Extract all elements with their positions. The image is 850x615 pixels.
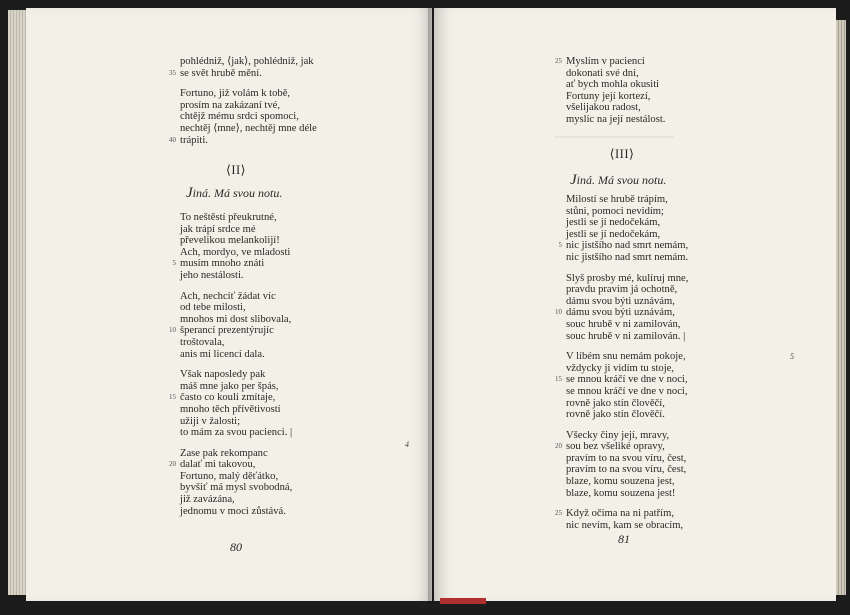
verse-text: stůni, pomoci nevidím; <box>566 205 664 217</box>
verse-text: dámu svou býti uznávám, <box>566 307 675 319</box>
verse-text: jeho nestálosti. <box>180 269 244 281</box>
verse-line <box>566 520 688 532</box>
verse-line <box>555 508 688 520</box>
verse-line <box>180 111 317 123</box>
verse-line <box>180 349 292 361</box>
verse-line <box>180 247 292 259</box>
verse-text: souc hrubě v ni zamilován, <box>566 318 681 330</box>
verse-line <box>169 67 317 80</box>
verse-line <box>180 427 292 439</box>
verse-text: jak trápí srdce mé <box>180 223 256 235</box>
verse-text: nic jistšího nad smrt nemám. <box>566 251 689 263</box>
stanza-gap <box>180 282 292 291</box>
poem-heading <box>186 185 282 202</box>
verse-line <box>180 235 292 247</box>
section-number: ⟨III⟩ <box>609 147 635 161</box>
verse-line <box>169 459 292 471</box>
verse-text: trápiti. <box>180 134 208 146</box>
verse-text: Myslím v pacienci <box>566 56 645 67</box>
margin-note: 5 <box>790 352 794 361</box>
verse-text: prosím na zakázaní tvé, <box>180 99 281 111</box>
verse-line <box>566 296 688 308</box>
verse-line <box>566 229 688 241</box>
verse-text: se mnou kráčí ve dne v noci, <box>566 385 688 397</box>
verse-text: užiji v žalosti; <box>180 415 241 427</box>
verse-text: pravdu pravím já ochotně, <box>566 284 678 296</box>
verse-line <box>180 291 292 303</box>
stanza-gap <box>566 421 688 430</box>
verse-text: mnohos mi dost slibovala, <box>180 313 292 325</box>
verse-line <box>180 471 292 483</box>
verse-text: pohlédniž, ⟨jak⟩, pohlédniž, jak <box>180 56 314 67</box>
verse-line <box>566 351 688 363</box>
verse-text: souc hrubě v ni zamilován. | <box>566 330 686 342</box>
verse-line <box>566 430 688 442</box>
verse-text: Však naposledy pak <box>180 369 266 381</box>
verse-line <box>566 217 688 229</box>
verse-line <box>566 79 665 91</box>
verse-text: nechtěj ⟨mne⟩, nechtěj mne déle <box>180 122 317 134</box>
verse-text: často co kouli zmítaje, <box>180 392 276 404</box>
heading-text: iná. Má svou notu. <box>192 186 283 200</box>
verse-text: sou bez všeliké opravy, <box>566 441 665 453</box>
stanza-gap <box>180 439 292 448</box>
verse-text: to mám za svou pacienci. | <box>180 427 293 439</box>
verse-text: Zase pak rekompanc <box>180 447 268 459</box>
verse-line <box>555 307 688 319</box>
verse-text: se mnou kráčí ve dne v noci, <box>566 374 688 386</box>
stanza-gap <box>180 79 317 88</box>
left-top-stanzas <box>169 56 317 146</box>
heading-text: iná. Má svou notu. <box>576 173 667 187</box>
line-number: 35 <box>169 68 176 77</box>
verse-text: blaze, komu souzena jest, <box>566 476 675 488</box>
page-edges-right <box>836 20 846 595</box>
verse-text: Fortuno, malý děťátko, <box>180 470 279 482</box>
heading-initial: J <box>186 185 193 201</box>
verse-line <box>566 476 688 488</box>
verse-text: pravím to na svou víru, čest, <box>566 452 687 464</box>
verse-line <box>180 404 292 416</box>
verse-line <box>566 409 688 421</box>
verse-line <box>566 273 688 285</box>
right-page <box>434 8 836 601</box>
stanza-gap <box>180 360 292 369</box>
verse-line <box>566 386 688 398</box>
line-number: 15 <box>555 375 562 384</box>
line-number: 5 <box>172 259 176 268</box>
verse-text: To neštěstí přeukrutné, <box>180 212 277 223</box>
verse-text: vždycky ji vidím tu stoje, <box>566 362 674 374</box>
verse-line <box>566 68 665 80</box>
verse-text: nic nevím, kam se obracím, <box>566 519 684 531</box>
verse-line <box>180 100 317 112</box>
verse-line <box>566 91 665 103</box>
verse-text: převelikou melankolijí! <box>180 235 280 247</box>
verse-line <box>169 134 317 147</box>
right-poem-body <box>555 194 689 531</box>
verse-line <box>180 224 292 236</box>
verse-line <box>180 337 292 349</box>
verse-line <box>566 453 688 465</box>
verse-text: všelijakou radost, <box>566 102 641 114</box>
verse-text: chtějž mému srdci spomoci, <box>180 111 299 123</box>
line-number: 25 <box>555 57 562 65</box>
stanza-gap <box>566 264 688 273</box>
verse-line <box>555 441 688 453</box>
verse-text: nic jistšího nad smrt nemám, <box>566 240 689 252</box>
line-number: 10 <box>169 326 176 335</box>
verse-line <box>566 331 688 343</box>
verse-text: Milostí se hrubě trápím, <box>566 194 668 205</box>
verse-line <box>566 114 665 126</box>
verse-line <box>180 381 292 393</box>
left-poem-body <box>169 212 293 517</box>
poem-heading <box>570 172 666 189</box>
verse-line <box>169 325 292 337</box>
verse-line <box>180 482 292 494</box>
verse-text: blaze, komu souzena jest! <box>566 487 676 499</box>
verse-line <box>566 464 688 476</box>
verse-line <box>180 302 292 314</box>
verse-text: jednomu v moci zůstává. <box>180 505 286 517</box>
verse-text: Fortuno, již volám k tobě, <box>180 88 291 100</box>
verse-line <box>180 416 292 428</box>
verse-text: mnoho těch přívětivostí <box>180 403 281 415</box>
verse-text: Fortuny její kortezí, <box>566 90 651 102</box>
verse-text: máš mne jako per špás, <box>180 380 279 392</box>
verse-text: rovně jako stín člověčí, <box>566 397 665 409</box>
section-number: ⟨II⟩ <box>225 163 247 177</box>
verse-text: Ach, nechcíť žádat víc <box>180 290 276 302</box>
page-number: 80 <box>230 540 242 554</box>
verse-text: dokonati své dni, <box>566 67 639 79</box>
verse-line <box>566 363 688 375</box>
line-number: 5 <box>558 241 562 250</box>
verse-text: V líbém snu nemám pokoje, <box>566 351 686 363</box>
verse-text: myslíc na její nestálost. <box>566 113 666 125</box>
verse-text: Slyš prosby mé, kulíruj mne, <box>566 272 689 284</box>
verse-line <box>566 488 688 500</box>
verse-text: Když očima na ni patřím, <box>566 508 674 520</box>
page-edges-left <box>8 10 26 595</box>
line-number: 20 <box>169 460 176 469</box>
line-number: 40 <box>169 135 176 144</box>
verse-line <box>180 212 292 224</box>
stanza-gap <box>566 342 688 351</box>
verse-line <box>566 206 688 218</box>
verse-line <box>566 398 688 410</box>
verse-text: dalať mi takovou, <box>180 459 256 471</box>
verse-line <box>566 284 688 296</box>
verse-line <box>180 270 292 282</box>
verse-line <box>180 56 317 68</box>
verse-line <box>180 494 292 506</box>
heading-initial: J <box>570 172 577 188</box>
verse-text: dámu svou býti uznávám, <box>566 295 675 307</box>
bookmark-ribbon <box>440 598 486 604</box>
verse-line <box>180 123 317 135</box>
verse-text: rovně jako stín člověčí. <box>566 409 665 421</box>
show-through <box>554 136 674 138</box>
verse-text: již zavázána, <box>180 494 235 506</box>
verse-text: byvšiť má mysl svobodná, <box>180 482 293 494</box>
verse-text: musím mnoho znáti <box>180 258 265 270</box>
verse-line <box>566 194 688 206</box>
verse-line <box>566 252 688 264</box>
verse-line <box>558 240 689 252</box>
verse-text: ať bych mohla okusiti <box>566 79 660 91</box>
verse-text: od tebe milosti, <box>180 302 246 314</box>
verse-text: Všecky činy její, mravy, <box>566 429 670 441</box>
verse-line <box>180 448 292 460</box>
stanza-gap <box>566 499 688 508</box>
line-number: 20 <box>555 442 562 451</box>
verse-line <box>555 374 688 386</box>
verse-line <box>169 392 292 404</box>
line-number: 25 <box>555 509 562 518</box>
verse-text: jestli se jí nedočekám, <box>566 228 661 240</box>
line-number: 15 <box>169 393 176 402</box>
verse-text: šperancí prezentýrujíc <box>180 325 274 337</box>
verse-line <box>566 102 665 114</box>
verse-line <box>180 314 292 326</box>
page-number: 81 <box>618 532 630 546</box>
verse-text: pravím to na svou víru, čest, <box>566 464 687 476</box>
verse-line <box>180 369 292 381</box>
verse-text: anis mi licencí dala. <box>180 348 265 360</box>
verse-line <box>172 258 292 270</box>
verse-line <box>555 56 665 68</box>
left-page <box>26 8 432 601</box>
verse-line <box>180 88 317 100</box>
verse-text: se svět hrubě mění. <box>180 67 262 79</box>
margin-note: 4 <box>405 440 409 449</box>
verse-line <box>180 506 292 518</box>
verse-text: Ach, mordyo, ve mladosti <box>180 246 291 258</box>
line-number: 10 <box>555 308 562 317</box>
verse-text: jestli se jí nedočekám, <box>566 217 661 229</box>
verse-line <box>566 319 688 331</box>
right-top-stanza <box>555 56 666 126</box>
verse-text: troštovala, <box>180 336 225 348</box>
